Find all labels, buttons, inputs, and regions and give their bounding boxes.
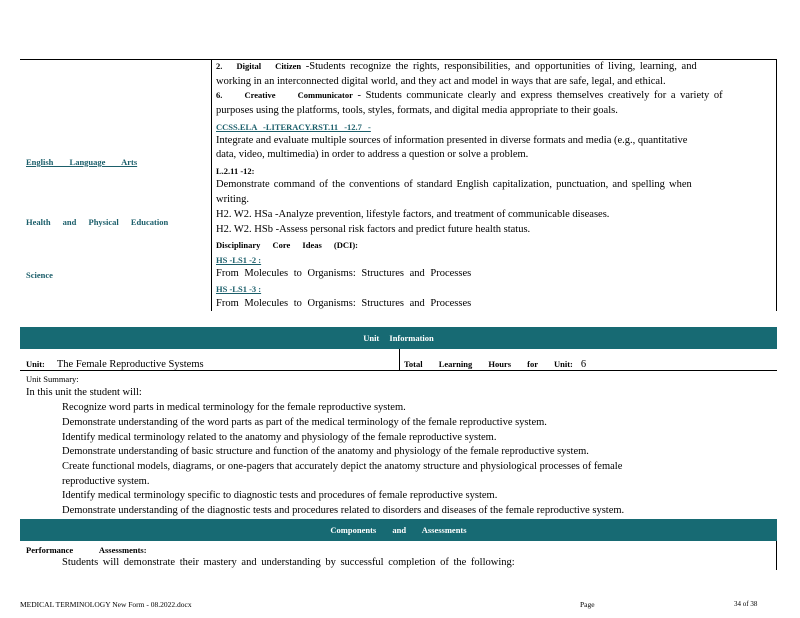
components-title: Components and Assessments [330,525,467,535]
list-item-text: Demonstrate understanding of the diagnostic tests and procedures related to disorders and diseases of the female reproductive system. [62,505,625,516]
digital-citizen-text: -Students recognize the rights, responsibilities, and opportunities of living, learning, and [301,61,697,72]
list-item-text: Demonstrate understanding of the word parts as part of the medical terminology of the female reproductive system. [62,417,547,428]
std-l211-text: Demonstrate command of the conventions of standard English capitalization, punctuation, and spelling when [216,179,692,190]
standards-right-border [776,59,777,311]
list-item-text: Identify medical terminology related to the anatomy and physiology of the female reproductive system. [62,432,497,443]
list-item-text: Identify medical terminology specific to diagnostic tests and procedures of female reproductive system. [62,490,498,501]
std-health-a: H2. W2. HSa -Analyze prevention, lifestyle factors, and treatment of communicable diseases. [216,209,610,220]
std-ls12-text: From Molecules to Organisms: Structures and Processes [216,268,472,279]
unit-info-header [20,327,777,349]
std-ccss-text: Integrate and evaluate multiple sources of information presented in diverse formats and media (e.g., quantitative [216,135,688,146]
std-ls13-text: From Molecules to Organisms: Structures and Processes [216,298,472,309]
std-ls13-code: HS -LS1 -3 : [216,284,262,294]
components-right-border [776,541,777,570]
std-creative-cont: purposes using the platforms, tools, styles, formats, and digital media appropriate to their goals. [216,105,618,116]
std-l211-cont: writing. [216,194,249,205]
performance-label: Performance Assessments: [26,545,147,555]
std-health-b: H2. W2. HSb -Assess personal risk factors and predict future health status. [216,224,531,235]
footer-page-number: 34 of 38 [734,600,758,608]
std-l211-code: L.2.11 -12: [216,166,255,176]
digital-citizen-title: 2. Digital Citizen [216,61,302,71]
list-item-cont: reproductive system. [62,476,150,487]
creative-title: 6. Creative Communicator [216,90,353,100]
components-header [20,519,777,541]
footer-doc-name: MEDICAL TERMINOLOGY New Form - 08.2022.docx [20,600,192,609]
std-digital-citizen [216,61,697,72]
creative-text: - Students communicate clearly and express themselves creatively for a variety of [352,90,723,101]
list-item-text: Create functional models, diagrams, or one-pagers that accurately depict the anatomy structure and physiological processes of female [62,461,623,472]
standards-top-border [20,59,777,60]
unit-summary-label: Unit Summary: [26,374,79,384]
performance-text: Students will demonstrate their mastery and understanding by successful completion of the following: [62,557,515,568]
std-digital-citizen-cont: working in an interconnected digital world, and they act and model in ways that are safe, legal, and ethical. [216,76,666,87]
unit-info-title: Unit Information [363,333,434,343]
std-ls12-code: HS -LS1 -2 : [216,255,262,265]
label-english-language-arts: English Language Arts [26,157,138,167]
std-creative [216,90,723,101]
hours-value: 6 [580,359,587,370]
label-health-physical-education: Health and Physical Education [26,217,169,227]
list-item-text: Recognize word parts in medical terminology for the female reproductive system. [62,402,406,413]
std-dci: Disciplinary Core Ideas (DCI): [216,240,358,250]
unit-name [26,354,204,372]
unit-summary-intro: In this unit the student will: [26,387,142,398]
unit-hours [404,354,586,372]
std-ccss-code: CCSS.ELA -LITERACY.RST.11 -12.7 - [216,122,371,132]
unit-row-divider [399,349,400,370]
standards-divider [211,59,212,311]
hours-label: Total Learning Hours for Unit: [404,359,573,369]
std-ccss-cont: data, video, multimedia) in order to address a question or solve a problem. [216,149,529,160]
footer-page-label: Page [580,600,595,609]
unit-label: Unit: [26,359,45,369]
list-item-text: Demonstrate understanding of basic structure and function of the anatomy and physiology of the female reproductive system. [62,446,589,457]
label-science: Science [26,270,53,280]
unit-value: The Female Reproductive Systems [56,359,204,370]
